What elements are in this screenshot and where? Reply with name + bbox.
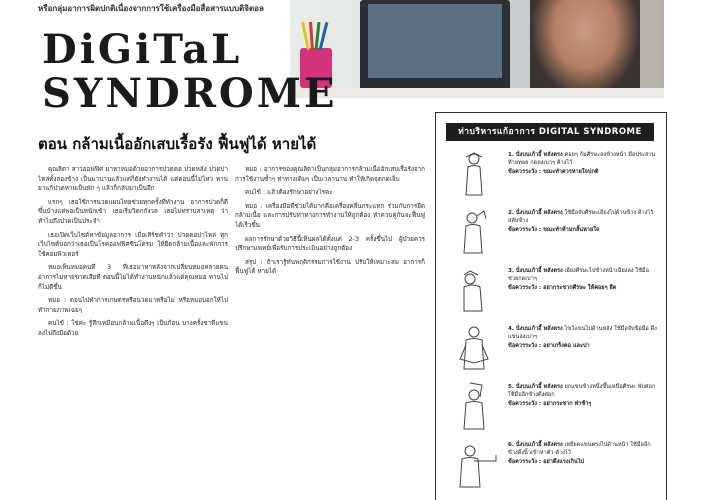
- article-column-1: [38, 165, 228, 500]
- laptop-screen: [368, 4, 502, 78]
- paragraph: ผลการรักษาด้วยวิธีนี้เห็นผลได้ตั้งแต่ 2-3 ครั้งขึ้นไป ผู้ป่วยควรปรึกษาแพทย์เพื่อรับการประเมินอย่างถูกต้อง: [235, 235, 425, 253]
- stretch-figure-icon: [446, 381, 502, 431]
- woman-at-laptop: [530, 0, 640, 98]
- exercise-step-6: [442, 437, 662, 493]
- exercise-step-text: 4. นั่งบนเก้าอี้ หลังตรง ไขว้แขนไปด้านหลัง ใช้มือจับข้อมือ ดึงแขนลงเบาๆ ข้อควรระวัง : อย่าเกร็งคอ และบ่า: [508, 326, 657, 349]
- header-subtitle: หรือกลุ่มอาการผิดปกติเนื่องจากการใช้เครื่องมือสื่อสารแบบดิจิตอล: [38, 4, 264, 13]
- stretch-figure-icon: [446, 439, 502, 489]
- paragraph: สรุป : ถ้าเรารู้ทันพฤติกรรมการใช้งาน ปรับให้เหมาะสม อาการก็ฟื้นฟูได้ หายได้: [235, 258, 425, 276]
- paragraph: หมอ : ตอนไปทำการเกษตรหรือนวดมาหรือไม่ หรือหมอบอกให้ไปทำกายภาพเฉยๆ: [38, 297, 228, 314]
- paragraph: หมอ : เครื่องมือที่ช่วยได้มากคือเครื่องคลื่นกระแทก ร่วมกับการยืดกล้ามเนื้อ และการปรับท่าทางการทำงานให้ถูกต้อง ทำควบคู่กันจะฟื้นฟูได้เร็วขึ้น: [235, 202, 425, 229]
- paragraph: คนไข้ : แล้วต้องรักษาอย่างไรคะ: [245, 189, 333, 197]
- paragraph: เธอเปิดเว็บไซต์หาข้อมูลอาการ เมื่อเสิร์ชคำว่า ปวดคอบ่าไหล่ ทุกเว็บไซต์บอกว่าเธอเป็นโรคออฟฟิศซินโดรม ให้ยืดกล้ามเนื้อและพักการใช้คอมพิวเตอร์: [38, 231, 228, 258]
- exercise-step-1: [442, 147, 662, 203]
- paragraph: คนไข้ : ใช่ค่ะ รู้สึกเหมือนกล้ามเนื้อตึงๆ เป็นก้อน บางครั้งชาที่แขนลงไปถึงมือด้วย: [38, 320, 228, 337]
- magazine-title: [42, 26, 338, 117]
- stretch-figure-icon: [446, 207, 502, 257]
- stretch-figure-icon: [446, 265, 502, 315]
- exercise-step-4: [442, 321, 662, 377]
- exercise-panel: [435, 112, 667, 500]
- paragraph: คุณลิตา สาวออฟฟิศ มาหาหมอด้วยอาการปวดคอ ปวดหลัง ปวดบ่า ไหล่ทั้งสองข้าง เป็นมานานแล้วแต่ก็ยังทำงานได้ แต่ตอนนี้ไม่ไหว ทานยาแก้ปวดหายเป็นพัก ๆ แล้วก็กลับมาเป็นอีก: [38, 166, 228, 193]
- paragraph: แรกๆ เธอใช้การนวดแผนไทยช่วยทุกครั้งที่ทำงาน อาการปวดก็ดีขึ้นบ้างแต่พอเป็นหนักเข้า เธอเริ่มวิตกกังวล เธอไม่ทราบสาเหตุ ว่าทำไมถึงปวดเป็นประจำ: [38, 198, 228, 225]
- title-line-1: DiGiTaL: [42, 26, 243, 73]
- exercise-step-text: 2. นั่งบนเก้าอี้ หลังตรง ใช้มือจับศีรษะเอียงไปด้านข้าง ค้างไว้ สลับข้าง ข้อควรระวัง : ขณะทำห้ามกลั้นหายใจ: [508, 210, 654, 233]
- exercise-step-text: 3. นั่งบนเก้าอี้ หลังตรง เอียงศีรษะไปข้างหน้าเฉียงลง ใช้มือช่วยกดเบาๆ ข้อควรระวัง : อย่ากระชากศีรษะ ให้ค่อยๆ ยืด: [508, 268, 649, 291]
- article-headline: ตอน กล้ามเนื้ออักเสบเรื้อรัง ฟื้นฟูได้ หายได้: [38, 135, 317, 153]
- exercise-step-text: 5. นั่งบนเก้าอี้ หลังตรง ยกแขนข้างหนึ่งขึ้นเหนือศีรษะ พับศอก ใช้มืออีกข้างดึงศอก ข้อควรระวัง : อย่ากระชาก ทำช้าๆ: [508, 384, 656, 407]
- title-line-2: SYNDROME: [42, 70, 338, 117]
- desk: [290, 88, 664, 98]
- exercise-step-text: 6. นั่งบนเก้าอี้ หลังตรง เหยียดแขนตรงไปด้านหน้า ใช้มืออีกข้างดึงนิ้วเข้าหาตัว ค้างไว้ ข้อควรระวัง : อย่าดึงแรงเกินไป: [508, 442, 651, 465]
- exercise-step-3: [442, 263, 662, 319]
- exercise-step-text: 1. นั่งบนเก้าอี้ หลังตรง ค่อยๆ ก้มศีรษะลงข้างหน้า มือประสานท้ายทอย กดลงเบาๆ ค้างไว้ ข้อควรระวัง : ขณะทำควรหายใจปกติ: [508, 152, 656, 175]
- exercise-step-2: [442, 205, 662, 261]
- exercise-panel-title: ท่าบริหารแก้อาการ DIGITAL SYNDROME: [446, 123, 654, 141]
- office-photo: [290, 0, 664, 98]
- paragraph: หมอเห็นหมอคนที่ 3 ที่เธอมาหาหลังจากเปลี่ยนหมอหลายคน อาการไม่หายขาดเสียที ตอนนี้ไม่ได้ทำงานหนักแล้วแต่คุณหมอ ทานไปก็ไม่ดีขึ้น: [38, 264, 228, 291]
- exercise-step-5: [442, 379, 662, 435]
- article-column-2: [235, 165, 425, 500]
- stretch-figure-icon: [446, 323, 502, 373]
- stretch-figure-icon: [446, 149, 502, 199]
- paragraph: หมอ : อาการของคุณลิตาเป็นกลุ่มอาการกล้ามเนื้ออักเสบเรื้อรังจากการใช้งานซ้ำๆ ท่าทางเดิมๆ เป็นเวลานาน ทำให้เกิดจุดกดเจ็บ: [235, 166, 425, 183]
